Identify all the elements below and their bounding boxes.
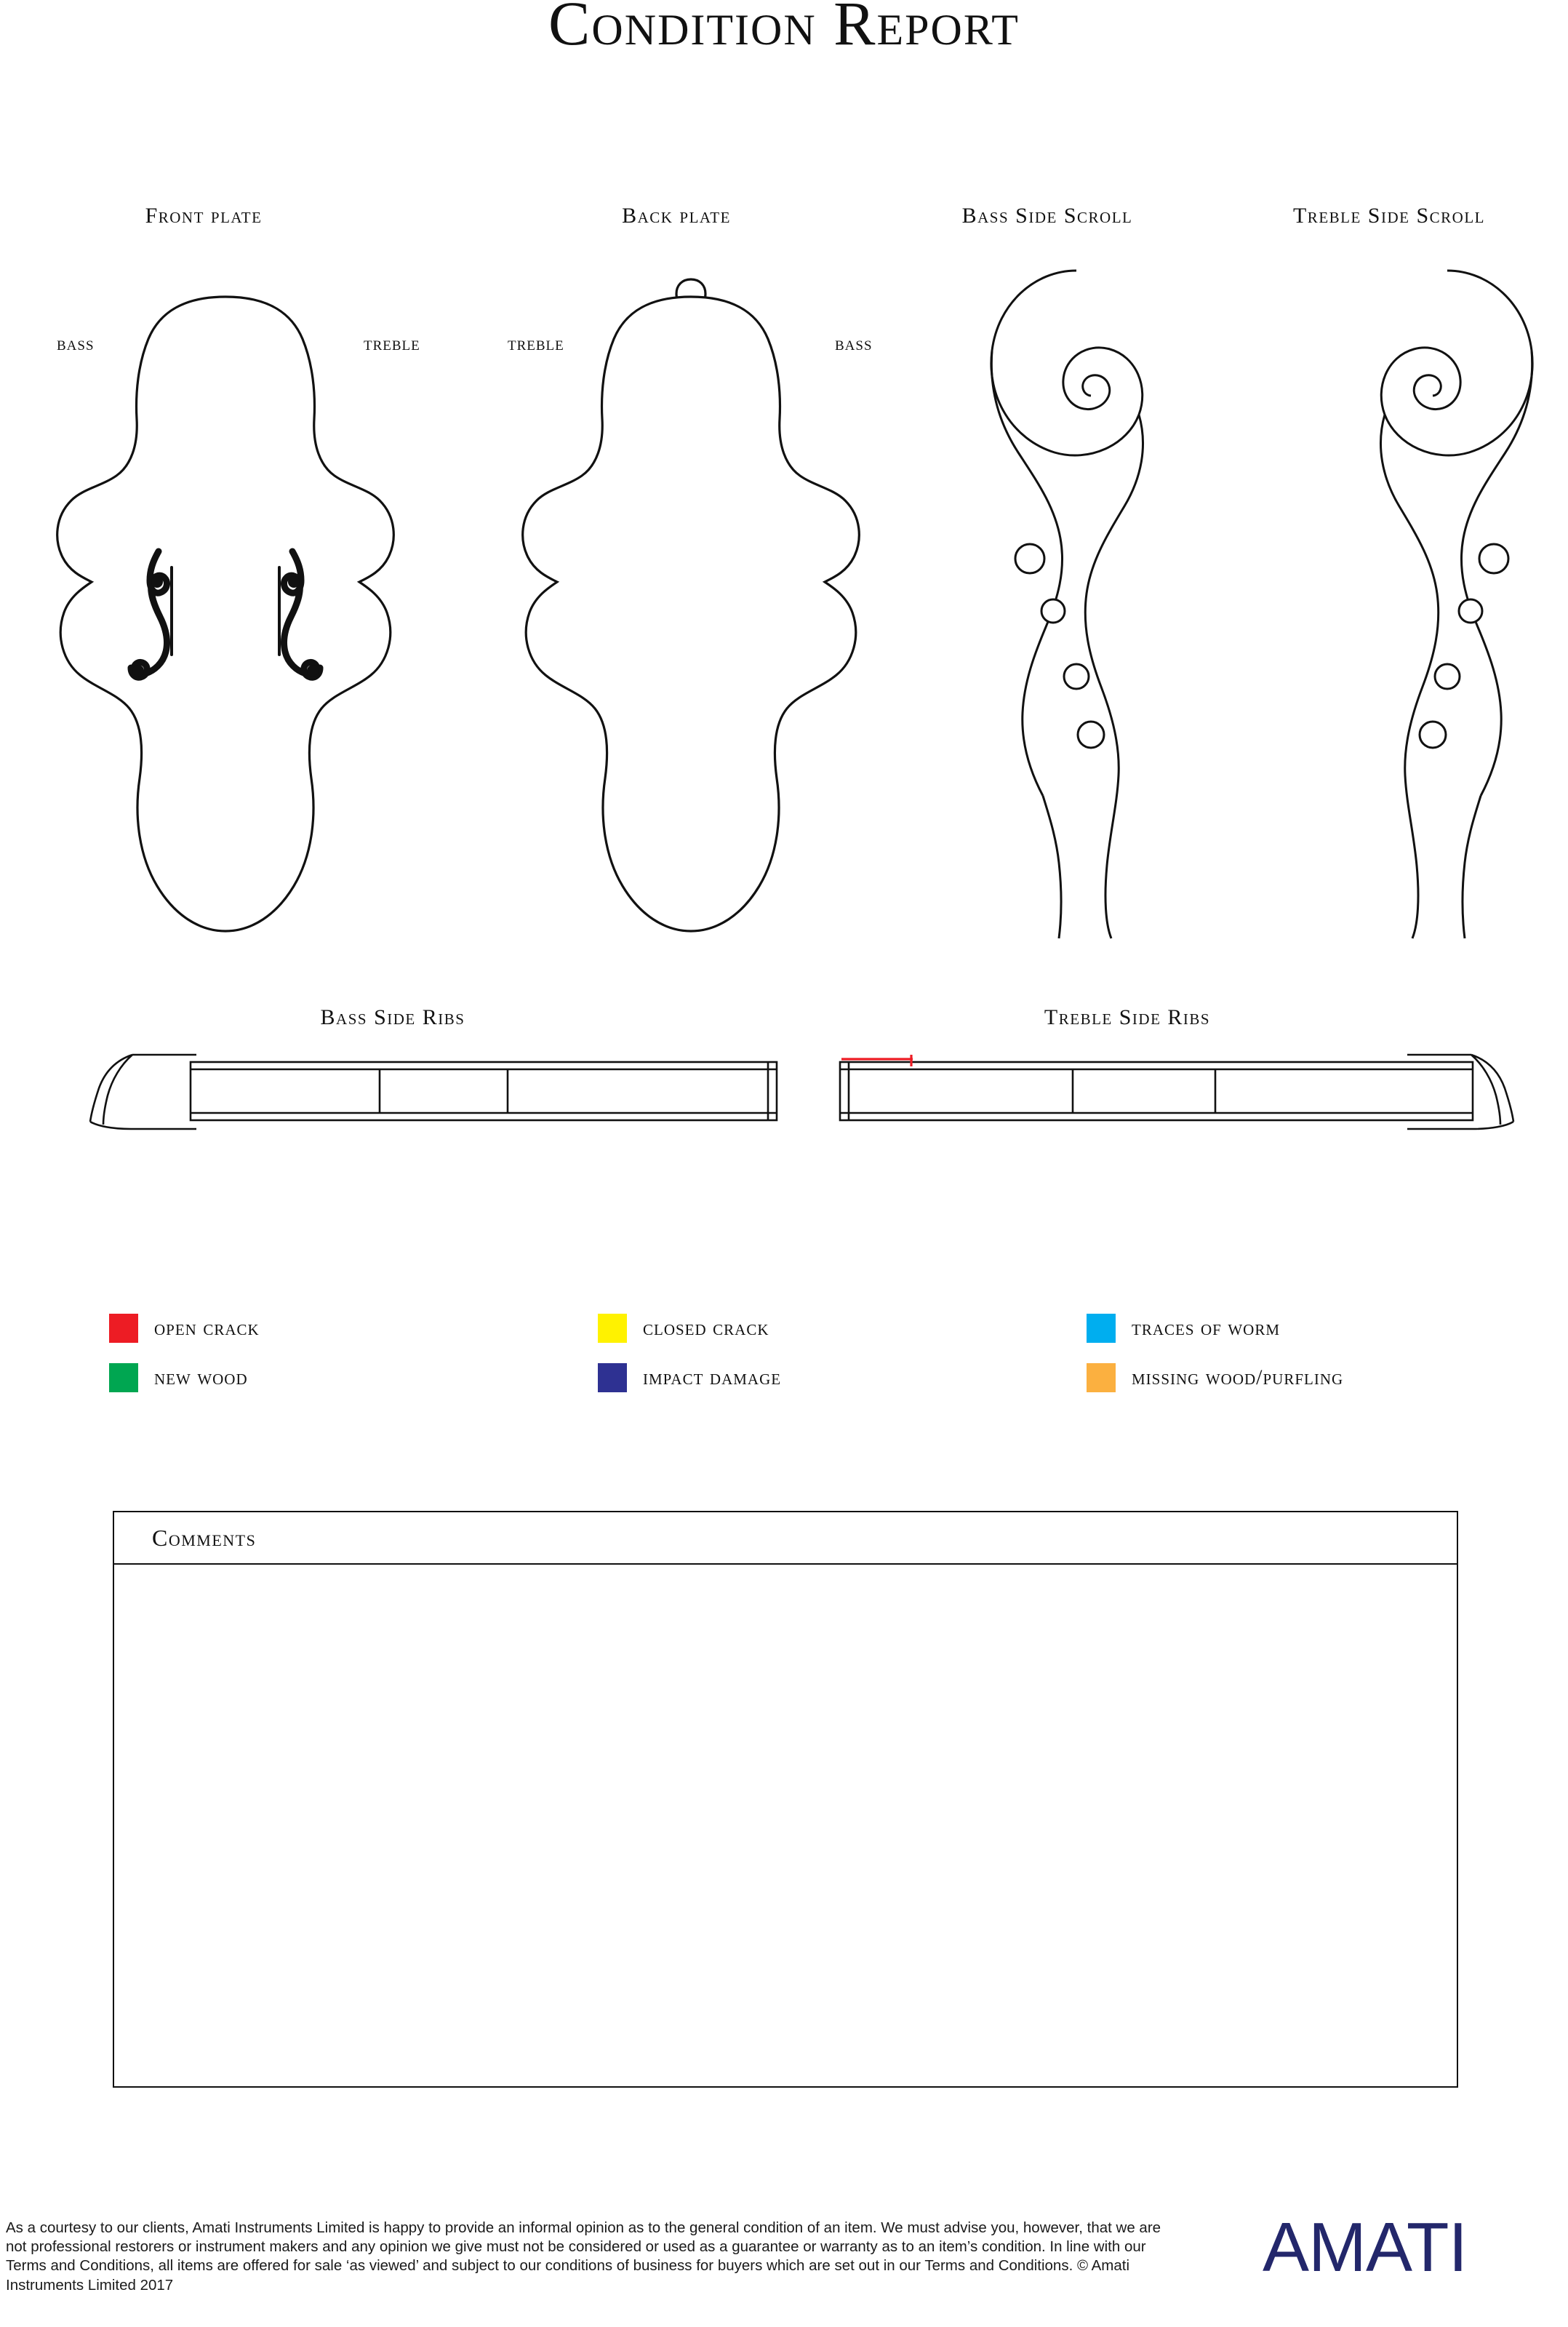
legend [109, 1314, 1484, 1413]
page-title: Condition Report [548, 0, 1020, 58]
legend-item-impact-damage [598, 1363, 1087, 1392]
comments-header [114, 1512, 1457, 1565]
legend-item-traces-of-worm [1087, 1314, 1280, 1343]
front-plate-diagram[interactable] [29, 276, 422, 953]
caption-treble-side-ribs: Treble Side Ribs [1044, 1005, 1211, 1029]
comments-title: Comments [152, 1524, 257, 1551]
front-plate-treble-label: TREBLE [364, 338, 420, 354]
back-plate-diagram[interactable] [502, 247, 909, 953]
legend-label-new-wood: new wood [154, 1365, 248, 1389]
swatch-missing-wood-purfling [1087, 1363, 1116, 1392]
brand-logo [1263, 2217, 1568, 2297]
legend-label-missing-wood-purfling: missing wood/purfling [1132, 1365, 1344, 1389]
front-plate-bass-label: BASS [57, 338, 95, 354]
brand-logo-text: AMATI [1263, 2217, 1468, 2286]
legend-item-missing-wood-purfling [1087, 1363, 1343, 1392]
legend-label-traces-of-worm: traces of worm [1132, 1316, 1281, 1340]
caption-bass-side-scroll: Bass Side Scroll [961, 204, 1133, 228]
bass-side-scroll-diagram[interactable] [967, 255, 1244, 953]
comments-input[interactable] [114, 1565, 1457, 2088]
caption-bass-side-ribs: Bass Side Ribs [320, 1005, 465, 1029]
treble-side-scroll-diagram[interactable] [1280, 255, 1556, 953]
back-plate-treble-label: TREBLE [508, 338, 564, 354]
legend-row [109, 1314, 1484, 1343]
swatch-closed-crack [598, 1314, 627, 1343]
swatch-new-wood [109, 1363, 138, 1392]
swatch-traces-of-worm [1087, 1314, 1116, 1343]
caption-treble-side-scroll: Treble Side Scroll [1292, 204, 1485, 228]
legend-label-open-crack: open crack [154, 1316, 260, 1340]
legend-row [109, 1363, 1484, 1392]
footer-disclaimer: As a courtesy to our clients, Amati Instruments Limited is happy to provide an informal opinion as to the general condition of an item. We must advise you, however, that we are not professional restorers or instrument makers and any opinion we give must not be considered or used as a guarantee or warranty as to an item’s condition. In line with our Terms and Conditions, all items are offered for sale ‘as viewed’ and subject to our conditions of business for buyers which are set out in our Terms and Conditions. © Amati Instruments Limited 2017 [6, 2219, 1161, 2294]
back-plate-bass-label: BASS [835, 338, 873, 354]
caption-back-plate: Back plate [622, 204, 731, 228]
swatch-impact-damage [598, 1363, 627, 1392]
swatch-open-crack [109, 1314, 138, 1343]
legend-item-closed-crack [598, 1314, 1087, 1343]
legend-label-closed-crack: closed crack [643, 1316, 769, 1340]
treble-side-ribs-diagram[interactable] [825, 1042, 1524, 1143]
comments-box [113, 1511, 1458, 2088]
bass-side-ribs-diagram[interactable] [80, 1042, 778, 1143]
legend-label-impact-damage: impact damage [643, 1365, 782, 1389]
legend-item-new-wood [109, 1363, 598, 1392]
legend-item-open-crack [109, 1314, 598, 1343]
caption-front-plate: Front plate [145, 204, 263, 228]
